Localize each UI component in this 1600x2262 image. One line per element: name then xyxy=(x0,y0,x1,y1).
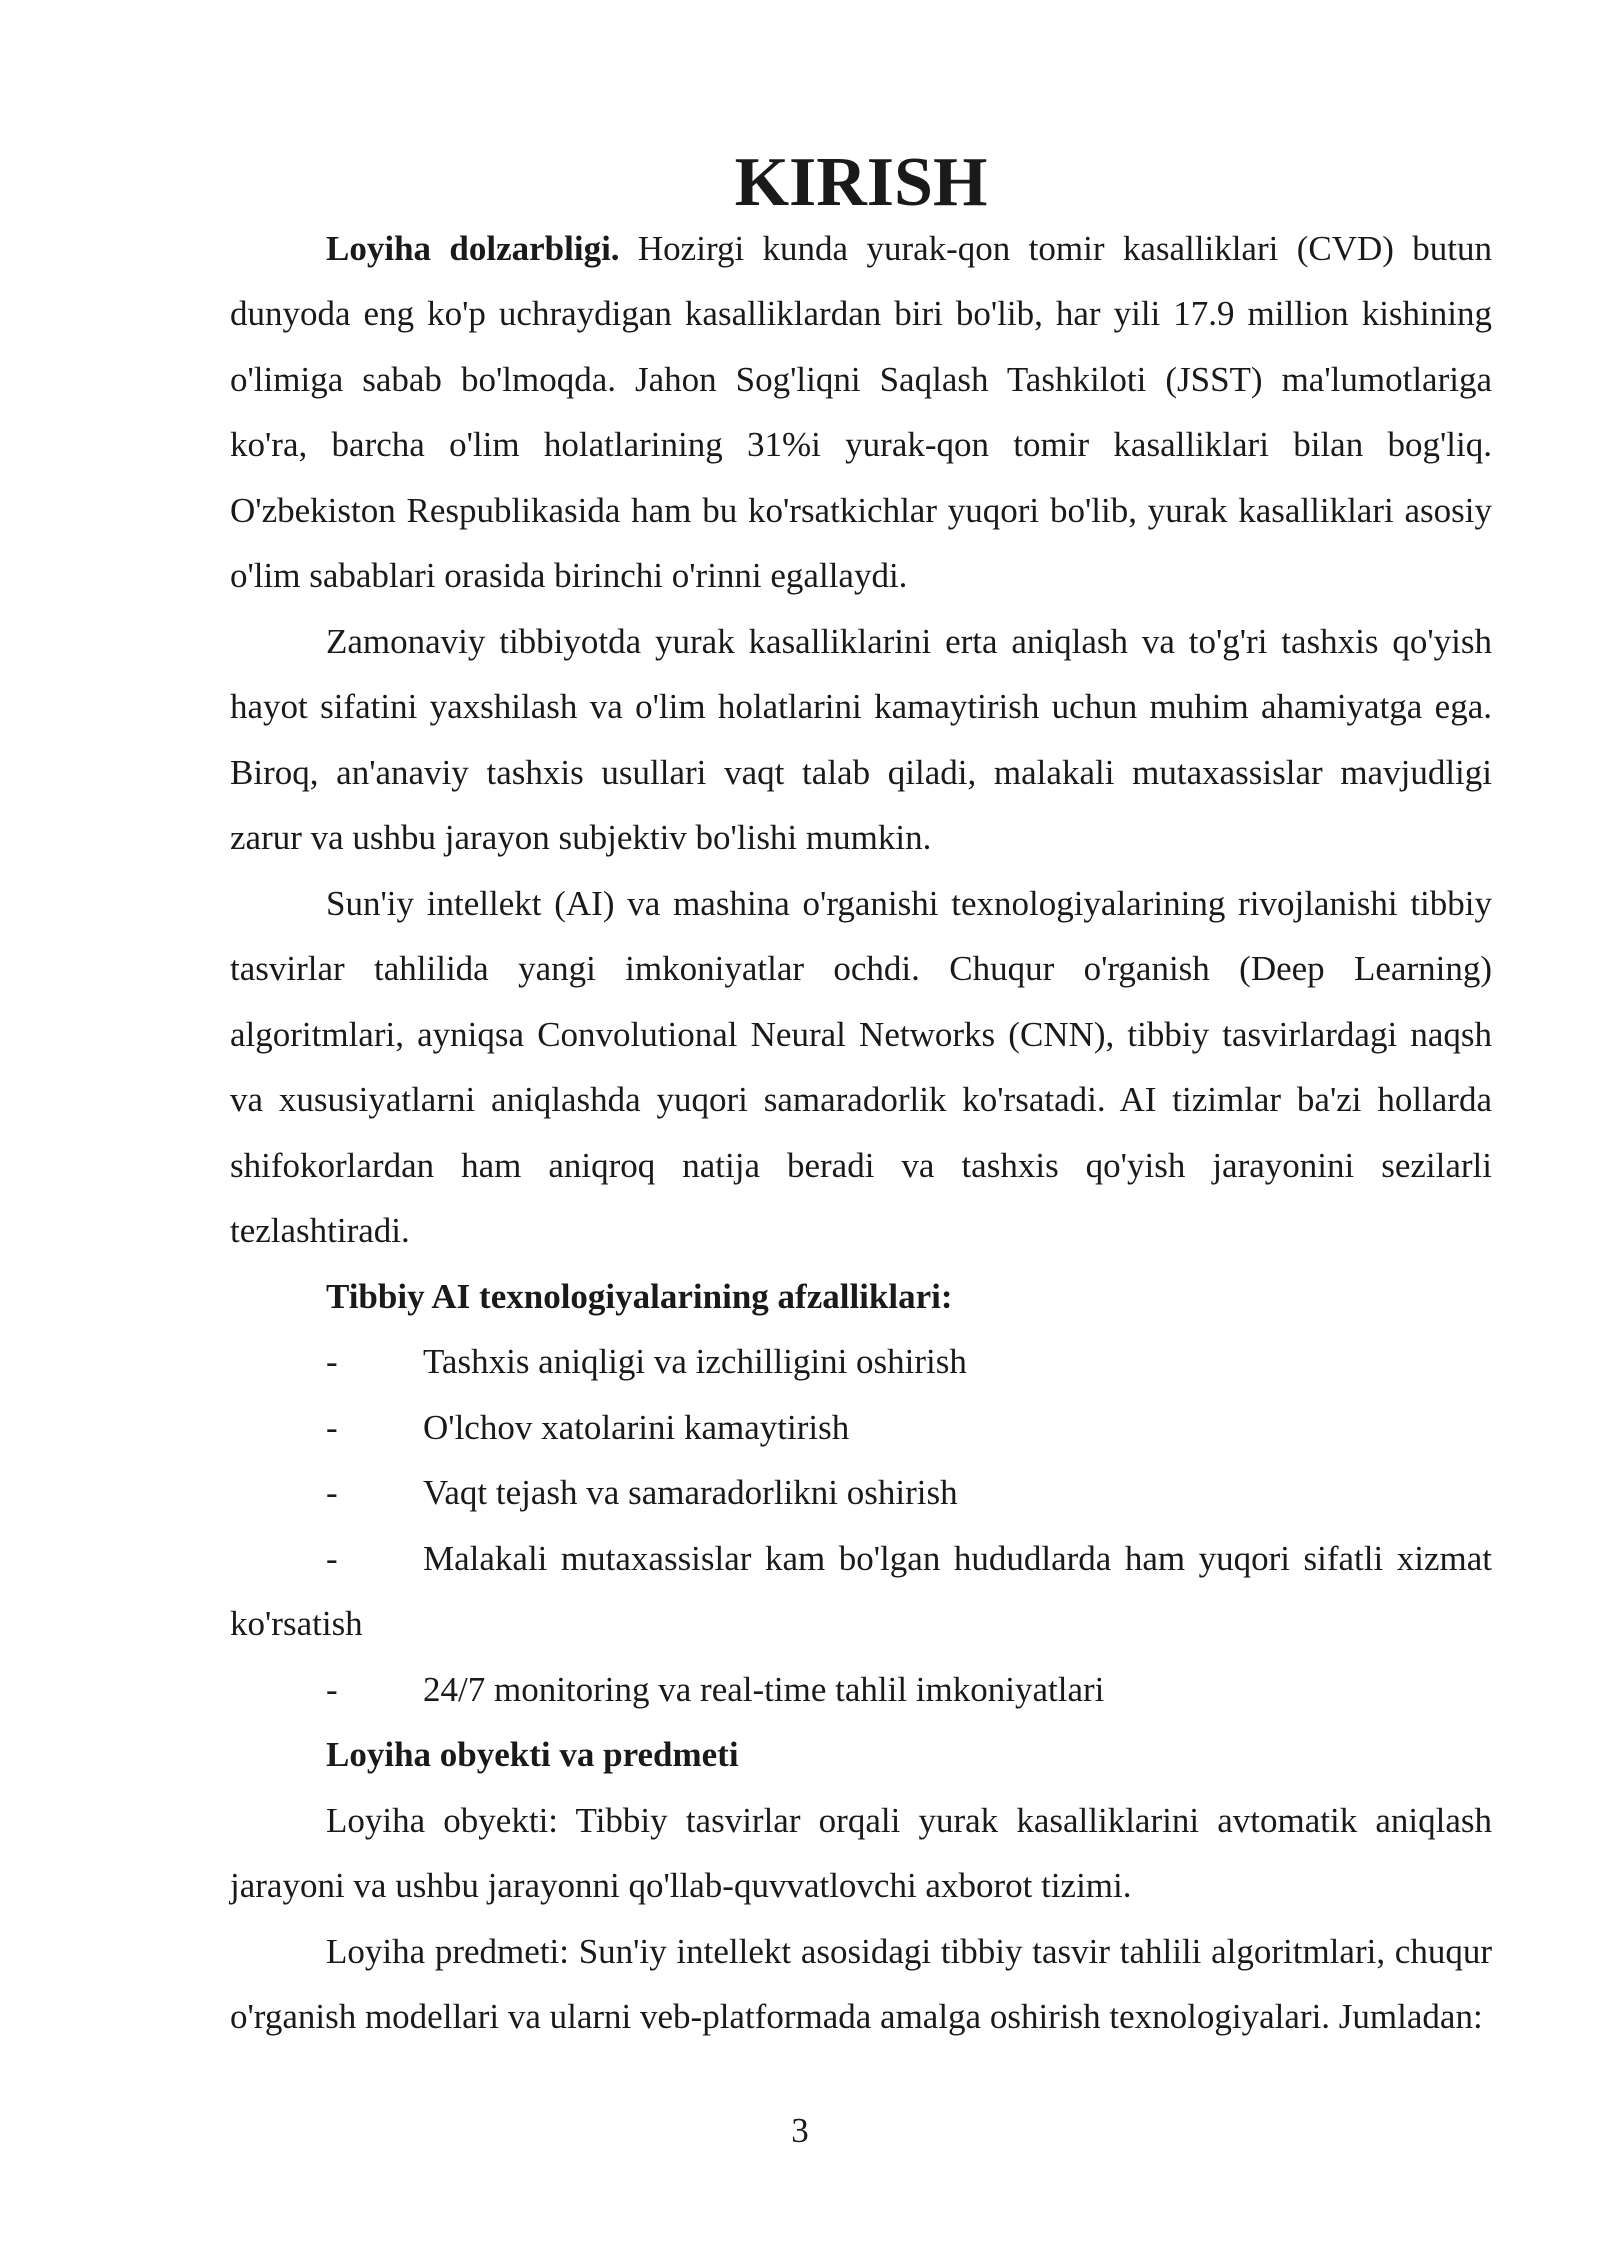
advantages-heading: Tibbiy AI texnologiyalarining afzalliklari: xyxy=(326,1276,953,1316)
body-paragraph-3: Sun'iy intellekt (AI) va mashina o'rganishi texnologiyalarining rivojlanishi tibbiy tasvirlar tahlilida yangi imkoniyatlar ochdi. Chuqur o'rganish (Deep Learning) algoritmlari, ayniqsa Convolutional Neural Networks (CNN), tibbiy tasvirlardagi naqsh va xususiyatlarni aniqlashda yuqori samaradorlik ko'rsatadi. AI tizimlar ba'zi hollarda shifokorlardan ham aniqroq natija beradi va tashxis qo'yish jarayonini sezilarli tezlashtiradi. xyxy=(230,883,1492,1250)
body-paragraph-2: Zamonaviy tibbiyotda yurak kasalliklarini erta aniqlash va to'g'ri tashxis qo'yish hayot sifatini yaxshilash va o'lim holatlarini kamaytirish uchun muhim ahamiyatga ega. Biroq, an'anaviy tashxis usullari vaqt talab qiladi, malakali mutaxassislar mavjudligi zarur va ushbu jarayon subjektiv bo'lishi mumkin. xyxy=(230,621,1492,857)
list-item-text: O'lchov xatolarini kamaytirish xyxy=(423,1407,850,1447)
list-item xyxy=(230,1395,1492,1461)
list-item-text: Tashxis aniqligi va izchilligini oshirish xyxy=(423,1342,967,1381)
object-subject-heading: Loyiha obyekti va predmeti xyxy=(326,1735,739,1774)
subject-paragraph: Loyiha predmeti: Sun'iy intellekt asosidagi tibbiy tasvir tahlili algoritmlari, chuqur o'rganish modellari va ularni veb-platformada amalga oshirish texnologiyalari. Jumladan: xyxy=(230,1931,1492,2036)
list-item xyxy=(230,1657,1492,1723)
list-dash: - xyxy=(326,1538,338,1578)
relevance-paragraph xyxy=(230,216,1492,609)
page-title: KIRISH xyxy=(734,144,988,221)
page-number: 3 xyxy=(791,2111,809,2150)
list-item-text: Vaqt tejash va samaradorlikni oshirish xyxy=(423,1473,958,1512)
list-item-text: 24/7 monitoring va real-time tahlil imkoniyatlari xyxy=(423,1669,1105,1709)
list-item xyxy=(230,1329,1492,1395)
list-dash: - xyxy=(326,1473,338,1512)
advantages-list xyxy=(230,1329,1492,1722)
list-dash: - xyxy=(326,1407,338,1447)
relevance-text: Hozirgi kunda yurak-qon tomir kasalliklari (CVD) butun dunyoda eng ko'p uchraydigan kasalliklardan biri bo'lib, har yili 17.9 million kishining o'limiga sabab bo'lmoqda. Jahon Sog'liqni Saqlash Tashkiloti (JSST) ma'lumotlariga ko'ra, barcha o'lim holatlarining 31%i yurak-qon tomir kasalliklari bilan bog'liq. O'zbekiston Respublikasida ham bu ko'rsatkichlar yuqori bo'lib, yurak kasalliklari asosiy o'lim sabablari orasida birinchi o'rinni egallaydi. xyxy=(230,228,1492,595)
list-dash: - xyxy=(326,1342,338,1381)
object-paragraph: Loyiha obyekti: Tibbiy tasvirlar orqali yurak kasalliklarini avtomatik aniqlash jarayoni va ushbu jarayonni qo'llab-quvvatlovchi axborot tizimi. xyxy=(230,1800,1492,1905)
relevance-label: Loyiha dolzarbligi. xyxy=(326,228,620,268)
list-item xyxy=(230,1460,1492,1526)
document-page xyxy=(230,144,1492,2050)
list-item xyxy=(230,1526,1492,1657)
list-dash: - xyxy=(326,1669,338,1709)
list-item-text: Malakali mutaxassislar kam bo'lgan hududlarda ham yuqori sifatli xizmat ko'rsatish xyxy=(230,1538,1492,1643)
